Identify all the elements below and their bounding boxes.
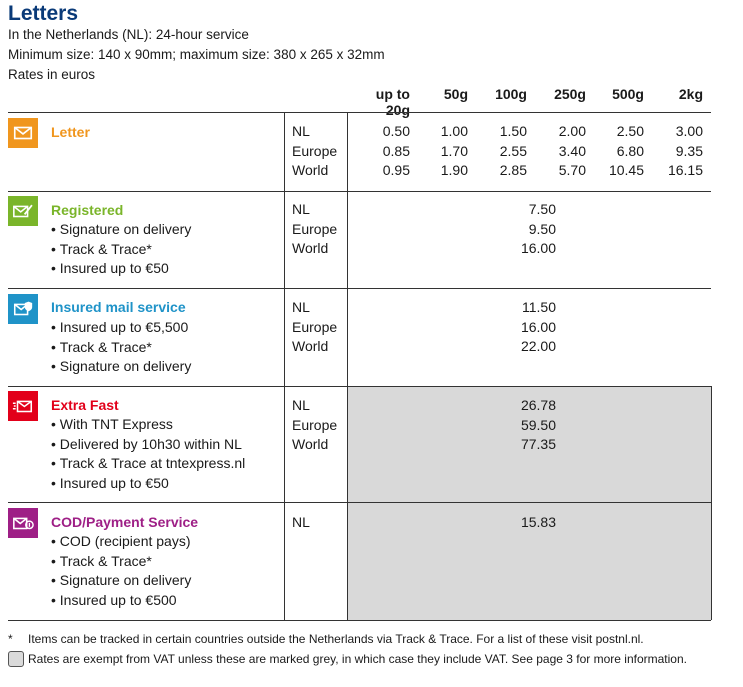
footnote-asterisk: * <box>8 632 13 646</box>
list-item: • Track & Trace at tntexpress.nl <box>51 454 245 474</box>
weight-header-50g: 50g <box>443 86 468 102</box>
service-name-registered: Registered <box>51 202 124 218</box>
feature-list-insured <box>51 318 191 377</box>
list-item: • Insured up to €500 <box>51 591 191 611</box>
rate-column-500g: 2.50 6.80 10.45 <box>608 123 644 179</box>
list-item: • Track & Trace* <box>51 240 191 260</box>
list-item: • Insured up to €50 <box>51 259 191 279</box>
table-rule <box>8 191 711 192</box>
list-item: • Delivered by 10h30 within NL <box>51 435 245 455</box>
page-title: Letters <box>8 2 79 25</box>
list-item: • Insured up to €5,500 <box>51 318 191 338</box>
rate-column-50g: 1.00 1.70 1.90 <box>440 123 468 179</box>
feature-list-extra-fast <box>51 415 245 493</box>
column-divider <box>284 112 285 620</box>
destinations-registered: NL Europe World <box>292 201 338 257</box>
weight-header-250g: 250g <box>554 86 586 102</box>
service-name-letter: Letter <box>51 124 90 140</box>
table-rule <box>8 620 711 621</box>
list-item: • Track & Trace* <box>51 552 191 572</box>
currency-note: Rates in euros <box>8 67 96 82</box>
service-name-insured: Insured mail service <box>51 299 186 315</box>
envelope-icon <box>8 118 38 148</box>
footnote-tracking: Items can be tracked in certain countries outside the Netherlands via Track & Trace. For a list of these visit postnl.nl. <box>28 632 644 646</box>
service-name-cod: COD/Payment Service <box>51 514 199 530</box>
column-divider <box>711 386 712 620</box>
column-divider <box>347 112 348 620</box>
flat-rate-extra-fast: 26.78 59.50 77.35 <box>520 397 556 453</box>
service-name-extra-fast: Extra Fast <box>51 397 119 413</box>
signed-envelope-icon <box>8 196 38 226</box>
grey-swatch-icon <box>8 651 24 667</box>
list-item: • With TNT Express <box>51 415 245 435</box>
weight-header-20g: up to 20g <box>375 86 410 118</box>
weight-header-2kg: 2kg <box>678 86 703 102</box>
list-item: • COD (recipient pays) <box>51 532 191 552</box>
list-item: • Signature on delivery <box>51 357 191 377</box>
insured-envelope-icon <box>8 294 38 324</box>
destinations-extra-fast: NL Europe World <box>292 397 338 453</box>
list-item: • Insured up to €50 <box>51 474 245 494</box>
list-item: • Signature on delivery <box>51 220 191 240</box>
flat-rate-cod: 15.83 <box>520 514 556 530</box>
list-item: • Track & Trace* <box>51 338 191 358</box>
express-envelope-icon <box>8 391 38 421</box>
rate-column-20g: 0.50 0.85 0.95 <box>382 123 410 179</box>
table-rule <box>8 112 711 113</box>
footnote-vat: Rates are exempt from VAT unless these are marked grey, in which case they include VAT. See page 3 for more information. <box>28 652 687 666</box>
flat-rate-registered: 7.50 9.50 16.00 <box>520 201 556 257</box>
table-rule <box>8 502 711 503</box>
rate-column-2kg: 3.00 9.35 16.15 <box>667 123 703 179</box>
feature-list-cod <box>51 532 191 610</box>
flat-rate-insured: 11.50 16.00 22.00 <box>520 299 556 355</box>
destinations-letter: NL Europe World <box>292 123 338 179</box>
list-item: • Signature on delivery <box>51 571 191 591</box>
weight-header-500g: 500g <box>612 86 644 102</box>
table-rule <box>8 288 711 289</box>
destinations-insured: NL Europe World <box>292 299 338 355</box>
cod-envelope-icon <box>8 508 38 538</box>
table-rule <box>8 386 711 387</box>
weight-header-100g: 100g <box>495 86 527 102</box>
rate-column-250g: 2.00 3.40 5.70 <box>558 123 586 179</box>
rate-column-100g: 1.50 2.55 2.85 <box>499 123 527 179</box>
service-note: In the Netherlands (NL): 24-hour service <box>8 27 249 42</box>
feature-list-registered <box>51 220 191 279</box>
destinations-cod: NL <box>292 514 310 530</box>
size-note: Minimum size: 140 x 90mm; maximum size: 380 x 265 x 32mm <box>8 47 385 62</box>
